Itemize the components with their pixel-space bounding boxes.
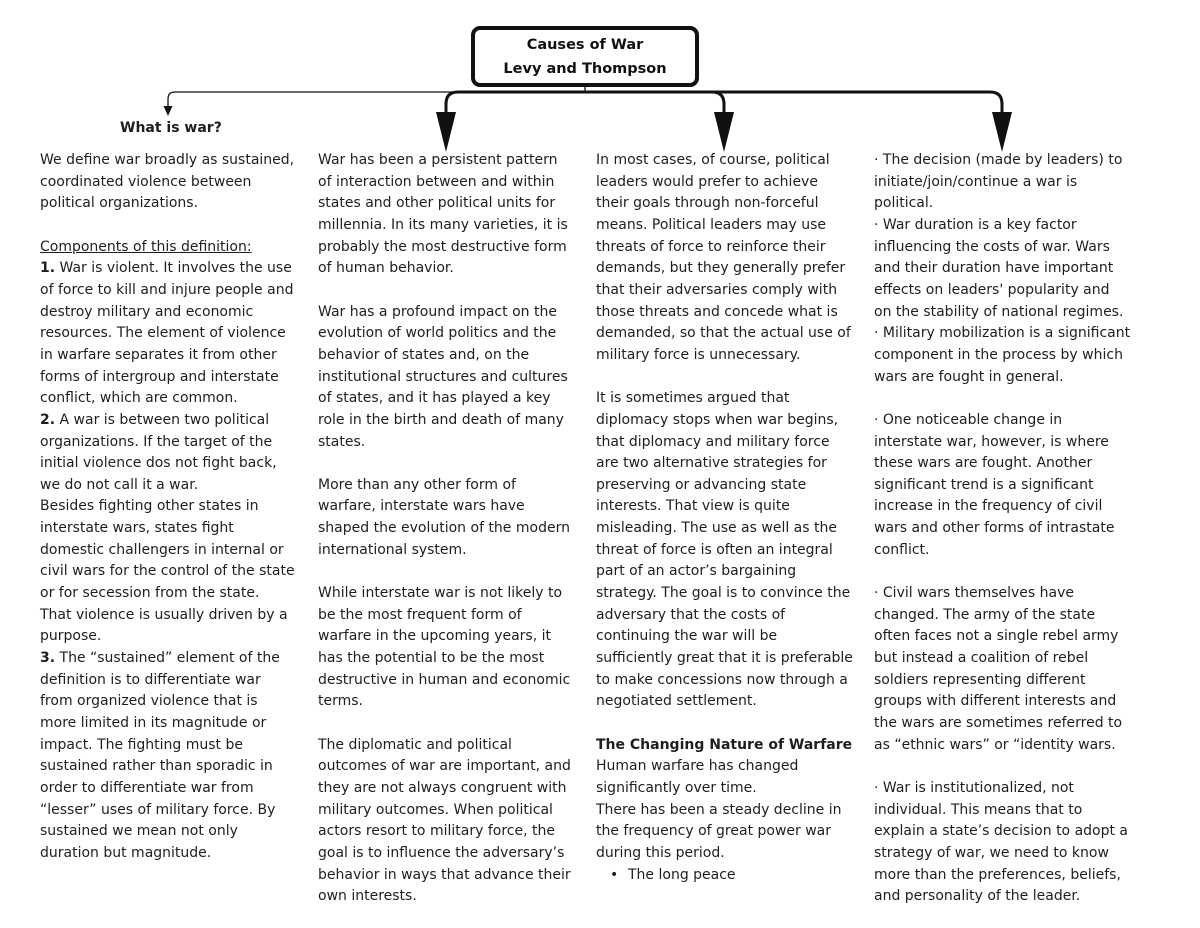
text-line: There has been a steady decline in xyxy=(596,801,842,818)
text-line: they are not always congruent with xyxy=(318,779,567,796)
text-line: threats of force to reinforce their xyxy=(596,238,826,255)
text-line: War has been a persistent pattern xyxy=(318,152,558,168)
text-line: be the most frequent form of xyxy=(318,606,522,623)
text-line: of states, and it has played a key xyxy=(318,390,551,407)
text-line: of human behavior. xyxy=(318,260,454,277)
text-line: order to differentiate war from xyxy=(40,780,254,797)
text-line: A war is between two political xyxy=(55,411,270,428)
text-line: international system. xyxy=(318,541,467,558)
text-line: in warfare separates it from other xyxy=(40,346,277,363)
text-line: misleading. The use as well as the xyxy=(596,520,837,537)
text-line: goal is to influence the adversary’s xyxy=(318,844,565,861)
components-heading: Components of this definition: xyxy=(40,238,252,255)
component-3-line xyxy=(40,648,295,670)
text-line: these wars are fought. Another xyxy=(874,455,1093,472)
text-line: changed. The army of the state xyxy=(874,606,1096,623)
text-line: behavior in ways that advance their xyxy=(318,866,571,883)
text-line: · Civil wars themselves have xyxy=(874,585,1075,602)
text-line: as “ethnic wars” or “identity wars. xyxy=(874,736,1116,753)
text-line: and personality of the leader. xyxy=(874,888,1081,905)
text-line: interests. That view is quite xyxy=(596,498,790,515)
text-line: and their duration have important xyxy=(874,260,1114,277)
text-line: It is sometimes argued that xyxy=(596,390,790,407)
text-line: interstate wars, states fight xyxy=(40,520,234,537)
text-line: demanded, so that the actual use of xyxy=(596,325,851,342)
text-line: that their adversaries comply with xyxy=(596,281,838,298)
text-line: “lesser” uses of military force. By xyxy=(40,801,276,818)
text-line: warfare, interstate wars have xyxy=(318,498,525,515)
text-line: resources. The element of violence xyxy=(40,325,286,342)
text-line: negotiated settlement. xyxy=(596,693,757,710)
bullet-text: The long peace xyxy=(628,866,736,883)
text-line: influencing the costs of war. Wars xyxy=(874,238,1110,255)
text-line: from organized violence that is xyxy=(40,693,258,710)
title-line-1: Causes of War xyxy=(526,37,644,53)
text-line: Human warfare has changed xyxy=(596,758,799,775)
text-line: means. Political leaders may use xyxy=(596,216,826,233)
text-line: Besides fighting other states in xyxy=(40,498,259,515)
component-number: 3. xyxy=(40,650,56,667)
text-line: their goals through non-forceful xyxy=(596,195,819,212)
text-line: effects on leaders' popularity and xyxy=(874,281,1110,298)
text-line: outcomes of war are important, and xyxy=(318,758,571,775)
title-node xyxy=(471,26,699,87)
text-line: often faces not a single rebel army xyxy=(874,628,1119,645)
connector-col1 xyxy=(168,84,585,112)
text-line: diplomacy stops when war begins, xyxy=(596,411,839,428)
arrowhead-col1 xyxy=(164,106,173,116)
text-line: civil wars for the control of the state xyxy=(40,563,295,580)
text-line: evolution of world politics and the xyxy=(318,325,557,342)
text-line: wars are fought in general. xyxy=(874,368,1064,385)
text-line: The diplomatic and political xyxy=(318,736,512,753)
text-line: continuing the war will be xyxy=(596,628,778,645)
text-line: The “sustained” element of the xyxy=(55,650,280,667)
connector-col2 xyxy=(446,92,585,118)
column-war-pattern xyxy=(318,150,571,908)
text-line: That violence is usually driven by a xyxy=(40,606,288,623)
text-line: of force to kill and injure people and xyxy=(40,281,294,298)
text-line: sustained rather than sporadic in xyxy=(40,758,273,775)
text-line: shaped the evolution of the modern xyxy=(318,520,570,537)
text-line: threat of force is often an integral xyxy=(596,541,833,558)
text-line: explain a state’s decision to adopt a xyxy=(874,823,1129,840)
text-line: · One noticeable change in xyxy=(874,411,1063,428)
text-line: adversary that the costs of xyxy=(596,606,786,623)
text-line: sustained we mean not only xyxy=(40,823,238,840)
text-line: organizations. If the target of the xyxy=(40,433,273,450)
text-line: we do not call it a war. xyxy=(40,476,199,493)
text-line: domestic challengers in internal or xyxy=(40,541,284,558)
text-line: · The decision (made by leaders) to xyxy=(874,152,1123,168)
text-line: impact. The fighting must be xyxy=(40,736,243,753)
text-line: In most cases, of course, political xyxy=(596,152,830,168)
text-line: probably the most destructive form xyxy=(318,238,567,255)
text-line: behavior of states and, on the xyxy=(318,346,530,363)
text-line: during this period. xyxy=(596,844,725,861)
text-line: duration but magnitude. xyxy=(40,844,212,861)
component-number: 2. xyxy=(40,411,56,428)
text-line: or for secession from the state. xyxy=(40,585,260,602)
text-line: more than the preferences, beliefs, xyxy=(874,866,1121,883)
arrowhead-col2 xyxy=(436,112,456,152)
text-line: demands, but they generally prefer xyxy=(596,260,846,277)
text-line: part of an actor’s bargaining xyxy=(596,563,797,580)
text-line: definition is to differentiate war xyxy=(40,671,261,688)
text-line: · War is institutionalized, not xyxy=(874,779,1074,796)
text-line: preserving or advancing state xyxy=(596,476,807,493)
bullet-item xyxy=(596,865,853,887)
text-line: conflict. xyxy=(874,541,930,558)
text-line: military outcomes. When political xyxy=(318,801,553,818)
component-2-line xyxy=(40,410,295,432)
text-line: military force is unnecessary. xyxy=(596,346,801,363)
arrowhead-col4 xyxy=(992,112,1012,152)
bullet-icon: • xyxy=(610,866,619,883)
column-definition xyxy=(40,150,295,865)
text-line: · War duration is a key factor xyxy=(874,216,1077,233)
text-line: has the potential to be the most xyxy=(318,650,545,667)
text-line: increase in the frequency of civil xyxy=(874,498,1103,515)
text-line: We define war broadly as sustained, xyxy=(40,152,295,168)
text-line: purpose. xyxy=(40,628,102,645)
text-line: political. xyxy=(874,195,934,212)
text-line: forms of intergroup and interstate xyxy=(40,368,279,385)
text-line: sufficiently great that it is preferable xyxy=(596,650,853,667)
text-line: conflict, which are common. xyxy=(40,390,238,407)
text-line: strategy. The goal is to convince the xyxy=(596,585,851,602)
text-line: warfare in the upcoming years, it xyxy=(318,628,552,645)
arrowhead-col3 xyxy=(714,112,734,152)
text-line: significantly over time. xyxy=(596,780,757,796)
text-line: the frequency of great power war xyxy=(596,823,832,840)
text-line: significant trend is a significant xyxy=(874,476,1094,493)
text-line: own interests. xyxy=(318,888,417,905)
text-line: · Military mobilization is a significant xyxy=(874,325,1131,342)
text-line: groups with different interests and xyxy=(874,693,1117,710)
text-line: states and other political units for xyxy=(318,195,556,212)
text-line: institutional structures and cultures xyxy=(318,368,568,385)
column-diplomacy xyxy=(596,150,853,886)
text-line: millennia. In its many varieties, it is xyxy=(318,216,568,233)
text-line: of interaction between and within xyxy=(318,173,555,190)
text-line: the wars are sometimes referred to xyxy=(874,715,1123,732)
text-line: on the stability of national regimes. xyxy=(874,303,1124,320)
text-line: While interstate war is not likely to xyxy=(318,585,563,602)
text-line: initial violence dos not fight back, xyxy=(40,455,277,472)
changing-nature-heading: The Changing Nature of Warfare xyxy=(596,736,853,753)
text-line: initiate/join/continue a war is xyxy=(874,173,1078,190)
text-line: role in the birth and death of many xyxy=(318,411,564,428)
text-line: to make concessions now through a xyxy=(596,671,848,688)
what-is-war-heading: What is war? xyxy=(120,120,222,136)
text-line: states. xyxy=(318,433,366,450)
text-line: actors resort to military force, the xyxy=(318,823,555,840)
connector-col4 xyxy=(585,92,1002,118)
text-line: coordinated violence between xyxy=(40,173,252,190)
text-line: terms. xyxy=(318,693,363,710)
text-line: leaders would prefer to achieve xyxy=(596,173,818,190)
text-line: that diplomacy and military force xyxy=(596,433,830,450)
text-line: War is violent. It involves the use xyxy=(55,260,292,277)
text-line: strategy of war, we need to know xyxy=(874,844,1109,861)
text-line: are two alternative strategies for xyxy=(596,455,827,472)
text-line: more limited in its magnitude or xyxy=(40,715,267,732)
text-line: interstate war, however, is where xyxy=(874,433,1109,450)
component-number: 1. xyxy=(40,260,56,277)
text-line: component in the process by which xyxy=(874,346,1123,363)
text-line: wars and other forms of intrastate xyxy=(874,520,1115,537)
text-line: War has a profound impact on the xyxy=(318,303,557,320)
connector-col3 xyxy=(585,92,724,118)
text-line: those threats and concede what is xyxy=(596,303,838,320)
text-line: soldiers representing different xyxy=(874,671,1086,688)
column-trends xyxy=(874,150,1130,908)
text-line: destroy military and economic xyxy=(40,303,254,320)
component-1-line xyxy=(40,258,295,280)
text-line: destructive in human and economic xyxy=(318,671,571,688)
text-line: political organizations. xyxy=(40,195,199,212)
text-line: individual. This means that to xyxy=(874,801,1083,818)
text-line: but instead a coalition of rebel xyxy=(874,650,1089,667)
title-line-2: Levy and Thompson xyxy=(503,61,667,77)
text-line: More than any other form of xyxy=(318,476,516,493)
